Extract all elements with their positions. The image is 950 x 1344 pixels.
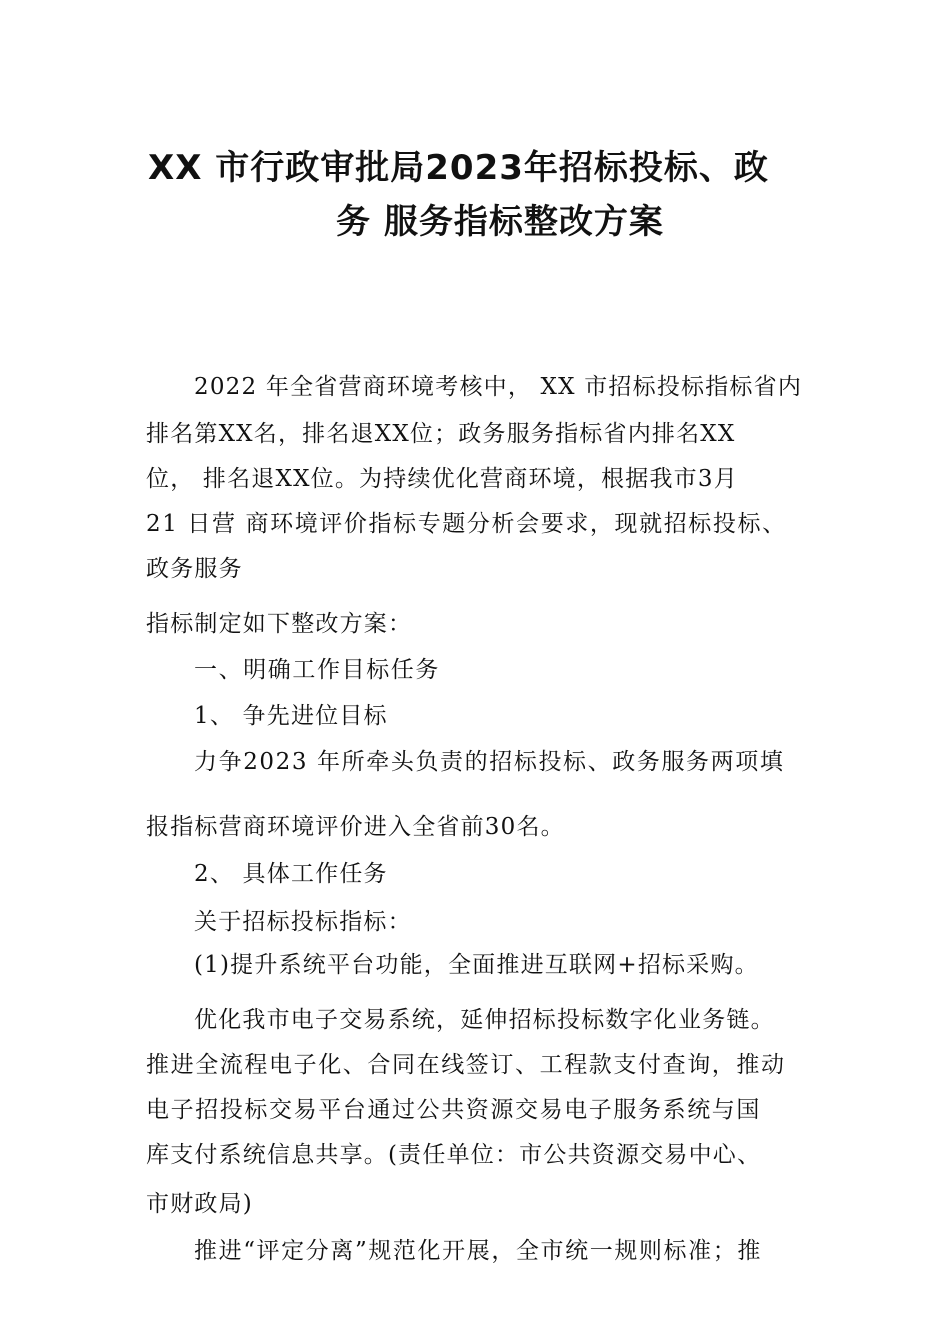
body-text-line: 位， 排名退XX位。为持续优化营商环境，根据我市3月 xyxy=(146,466,738,492)
body-text-line: 政务服务 xyxy=(146,556,243,582)
body-text-line: 关于招标投标指标： xyxy=(194,909,412,935)
body-text-line: 指标制定如下整改方案： xyxy=(146,611,413,637)
body-text-line: 报指标营商环境评价进入全省前30名。 xyxy=(146,814,565,840)
body-text-line: 排名第XX名，排名退XX位；政务服务指标省内排名XX xyxy=(146,421,736,447)
body-text-line: 推进全流程电子化、合同在线签订、工程款支付查询，推动 xyxy=(146,1052,786,1078)
body-text-line: 市财政局) xyxy=(146,1191,253,1217)
body-text-line: 库支付系统信息共享。(责任单位：市公共资源交易中心、 xyxy=(146,1142,762,1168)
body-text-line: 推进“评定分离”规范化开展，全市统一规则标准；推 xyxy=(194,1238,762,1264)
body-text-line: 电子招投标交易平台通过公共资源交易电子服务系统与国 xyxy=(146,1097,761,1123)
document-title-line-1: XX 市行政审批局2023年招标投标、政 xyxy=(148,148,769,188)
body-text-line: 21 日营 商环境评价指标专题分析会要求，现就招标投标、 xyxy=(146,511,787,537)
body-text-line: 力争2023 年所牵头负责的招标投标、政务服务两项填 xyxy=(194,749,785,775)
body-text-line: 2022 年全省营商环境考核中， XX 市招标投标指标省内 xyxy=(194,374,803,400)
document-title-line-2: 务 服务指标整改方案 xyxy=(336,202,664,242)
list-item: (1)提升系统平台功能，全面推进互联网+招标采购。 xyxy=(194,952,759,978)
section-heading: 一、明确工作目标任务 xyxy=(194,657,440,683)
subsection-heading: 2、 具体工作任务 xyxy=(194,861,388,887)
body-text-line: 优化我市电子交易系统，延伸招标投标数字化业务链。 xyxy=(194,1007,775,1033)
subsection-heading: 1、 争先进位目标 xyxy=(194,703,388,729)
